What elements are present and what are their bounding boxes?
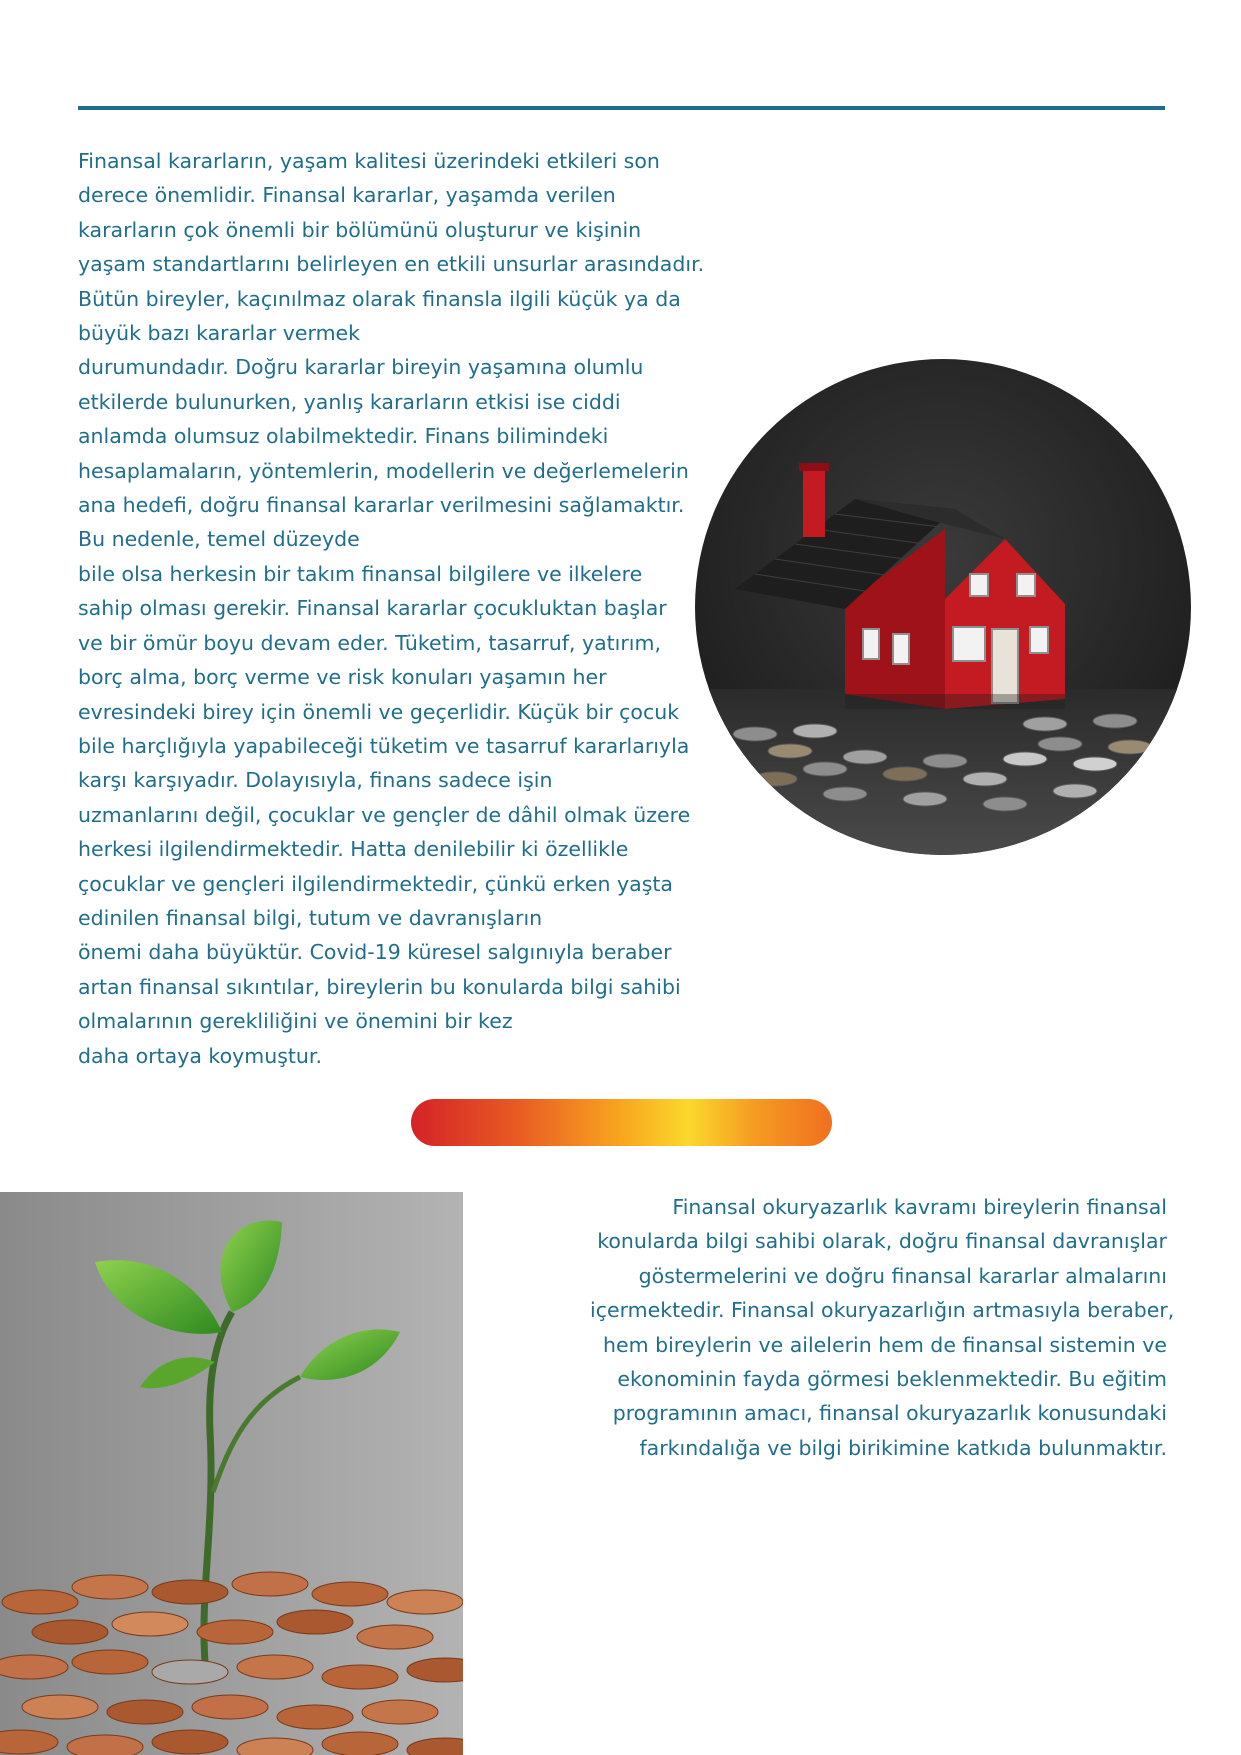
sprout-in-coins-photo xyxy=(0,1192,463,1755)
gradient-divider xyxy=(411,1099,832,1146)
intro-line: sahip olması gerekir. Finansal kararlar çocukluktan başlar xyxy=(78,596,667,621)
intro-line: anlamda olumsuz olabilmektedir. Finans bilimindeki xyxy=(78,424,609,449)
closing-line: göstermelerini ve doğru finansal kararlar almalarını xyxy=(638,1263,1167,1288)
intro-line: yaşam standartlarını belirleyen en etkili unsurlar arasındadır. xyxy=(78,252,705,277)
closing-line: hem bireylerin ve ailelerin hem de finansal sistemin ve xyxy=(602,1332,1167,1357)
intro-line: önemi daha büyüktür. Covid-19 küresel salgınıyla beraber xyxy=(78,940,672,965)
intro-line: kararların çok önemli bir bölümünü oluşturur ve kişinin xyxy=(78,217,642,242)
top-divider xyxy=(78,106,1165,110)
closing-paragraph xyxy=(590,1190,1175,1465)
intro-line: ana hedefi, doğru finansal kararlar verilmesini sağlamaktır. xyxy=(78,493,685,518)
intro-line: bile harçlığıyla yapabileceği tüketim ve tasarruf kararlarıyla xyxy=(78,733,690,758)
closing-line: programının amacı, finansal okuryazarlık konusundaki xyxy=(612,1401,1167,1426)
closing-line: konularda bilgi sahibi olarak, doğru finansal davranışlar xyxy=(597,1229,1167,1254)
intro-line: evresindeki birey için önemli ve geçerlidir. Küçük bir çocuk xyxy=(78,699,680,724)
intro-line: daha ortaya koymuştur. xyxy=(78,1043,322,1068)
intro-line: herkesi ilgilendirmektedir. Hatta denilebilir ki özellikle xyxy=(78,837,629,862)
intro-line: ve bir ömür boyu devam eder. Tüketim, tasarruf, yatırım, xyxy=(78,630,661,655)
intro-line: etkilerde bulunurken, yanlış kararların etkisi ise ciddi xyxy=(78,389,621,414)
closing-line: farkındalığa ve bilgi birikimine katkıda bulunmaktır. xyxy=(639,1435,1167,1460)
intro-line: büyük bazı kararlar vermek xyxy=(78,321,361,346)
intro-paragraph xyxy=(78,144,705,1073)
closing-line: ekonominin fayda görmesi beklenmektedir. Bu eğitim xyxy=(617,1367,1167,1392)
intro-line: uzmanlarını değil, çocuklar ve gençler de dâhil olmak üzere xyxy=(78,802,691,827)
intro-line: olmalarının gerekliliğini ve önemini bir kez xyxy=(78,1009,513,1034)
intro-line: derece önemlidir. Finansal kararlar, yaşamda verilen xyxy=(78,183,616,208)
intro-line: Finansal kararların, yaşam kalitesi üzerindeki etkileri son xyxy=(78,149,660,173)
intro-line: çocuklar ve gençleri ilgilendirmektedir, çünkü erken yaşta xyxy=(78,871,673,896)
house-on-coins-photo xyxy=(695,359,1191,855)
intro-line: Bütün bireyler, kaçınılmaz olarak finansla ilgili küçük ya da xyxy=(78,286,681,311)
intro-line: hesaplamaların, yöntemlerin, modellerin ve değerlemelerin xyxy=(78,458,689,483)
intro-line: Bu nedenle, temel düzeyde xyxy=(78,527,360,552)
intro-line: edinilen finansal bilgi, tutum ve davranışların xyxy=(78,905,543,930)
intro-line: bile olsa herkesin bir takım finansal bilgilere ve ilkelere xyxy=(78,561,643,586)
intro-line: karşı karşıyadır. Dolayısıyla, finans sadece işin xyxy=(78,768,553,793)
intro-line: durumundadır. Doğru kararlar bireyin yaşamına olumlu xyxy=(78,355,644,380)
intro-line: artan finansal sıkıntılar, bireylerin bu konularda bilgi sahibi xyxy=(78,974,681,999)
closing-line: içermektedir. Finansal okuryazarlığın artmasıyla beraber, xyxy=(590,1298,1175,1323)
closing-line: Finansal okuryazarlık kavramı bireylerin finansal xyxy=(672,1195,1167,1219)
intro-line: borç alma, borç verme ve risk konuları yaşamın her xyxy=(78,665,607,690)
